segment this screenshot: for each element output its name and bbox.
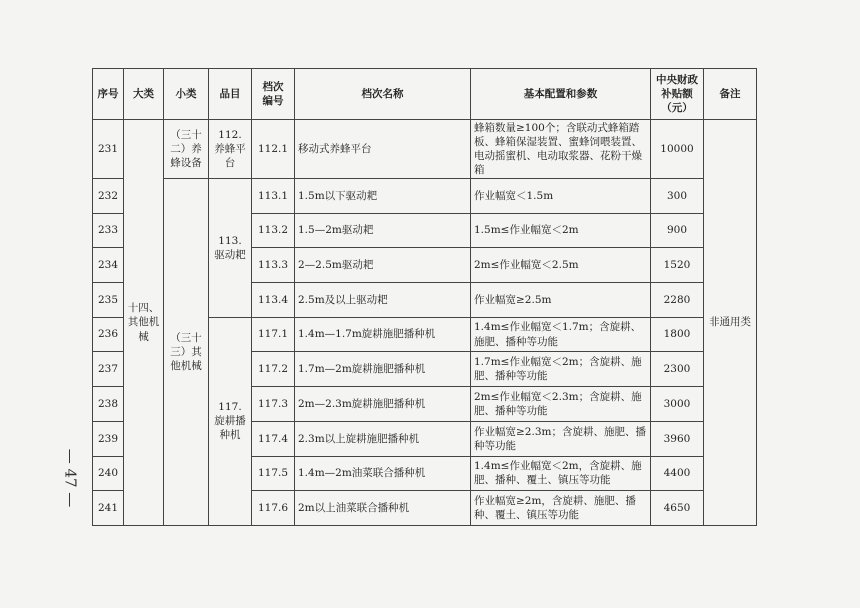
row-code: 113.1 <box>252 178 295 213</box>
major-category-cell: 十四、其他机械 <box>124 120 164 526</box>
subsidy-table <box>92 68 757 526</box>
row-config: 1.5m≤作业幅宽＜2m <box>471 213 651 248</box>
page-number: — 47 — <box>61 448 79 508</box>
row-amount: 1800 <box>651 317 704 352</box>
row-seq: 236 <box>93 317 124 352</box>
header-major-category: 大类 <box>124 69 164 120</box>
table-row <box>93 178 757 213</box>
row-seq: 240 <box>93 456 124 491</box>
item-cell: 112. 养蜂平台 <box>209 120 252 179</box>
row-name: 2m以上油菜联合播种机 <box>295 491 471 526</box>
header-remark: 备注 <box>704 69 757 120</box>
row-seq: 232 <box>93 178 124 213</box>
header-grade-code: 档次 编号 <box>252 69 295 120</box>
minor-category-cell: （三十三）其他机械 <box>164 178 209 525</box>
row-amount: 10000 <box>651 120 704 179</box>
header-config: 基本配置和参数 <box>471 69 651 120</box>
remark-cell: 非通用类 <box>704 120 757 526</box>
row-name: 1.5—2m驱动耙 <box>295 213 471 248</box>
row-config: 2m≤作业幅宽＜2.5m <box>471 248 651 283</box>
row-seq: 231 <box>93 120 124 179</box>
item-cell: 113. 驱动耙 <box>209 178 252 317</box>
table-row <box>93 120 757 179</box>
row-code: 113.2 <box>252 213 295 248</box>
row-amount: 3960 <box>651 421 704 456</box>
row-amount: 1520 <box>651 248 704 283</box>
header-row <box>93 69 757 120</box>
row-config: 1.4m≤作业幅宽＜1.7m；含旋耕、施肥、播种等功能 <box>471 317 651 352</box>
row-code: 117.2 <box>252 352 295 387</box>
row-code: 117.6 <box>252 491 295 526</box>
row-amount: 4650 <box>651 491 704 526</box>
row-name: 2—2.5m驱动耙 <box>295 248 471 283</box>
row-seq: 235 <box>93 283 124 318</box>
row-name: 1.5m以下驱动耙 <box>295 178 471 213</box>
row-name: 1.4m—2m油菜联合播种机 <box>295 456 471 491</box>
row-name: 1.4m—1.7m旋耕施肥播种机 <box>295 317 471 352</box>
row-seq: 237 <box>93 352 124 387</box>
row-name: 2.5m及以上驱动耙 <box>295 283 471 318</box>
row-seq: 233 <box>93 213 124 248</box>
row-seq: 238 <box>93 387 124 422</box>
row-code: 112.1 <box>252 120 295 179</box>
row-name: 2m—2.3m旋耕施肥播种机 <box>295 387 471 422</box>
row-config: 作业幅宽≥2m，含旋耕、施肥、播种、覆土、镇压等功能 <box>471 491 651 526</box>
row-amount: 300 <box>651 178 704 213</box>
row-seq: 234 <box>93 248 124 283</box>
row-amount: 3000 <box>651 387 704 422</box>
row-config: 作业幅宽＜1.5m <box>471 178 651 213</box>
row-code: 117.1 <box>252 317 295 352</box>
row-config: 1.4m≤作业幅宽＜2m，含旋耕、施肥、播种、覆土、镇压等功能 <box>471 456 651 491</box>
header-seq: 序号 <box>93 69 124 120</box>
row-seq: 239 <box>93 421 124 456</box>
row-code: 113.4 <box>252 283 295 318</box>
row-amount: 2280 <box>651 283 704 318</box>
row-code: 113.3 <box>252 248 295 283</box>
row-amount: 900 <box>651 213 704 248</box>
row-seq: 241 <box>93 491 124 526</box>
header-minor-category: 小类 <box>164 69 209 120</box>
row-code: 117.4 <box>252 421 295 456</box>
row-name: 移动式养蜂平台 <box>295 120 471 179</box>
item-cell: 117. 旋耕播种机 <box>209 317 252 525</box>
row-config: 作业幅宽≥2.5m <box>471 283 651 318</box>
row-code: 117.3 <box>252 387 295 422</box>
row-amount: 2300 <box>651 352 704 387</box>
header-subsidy: 中央财政 补贴额 （元） <box>651 69 704 120</box>
row-name: 2.3m以上旋耕施肥播种机 <box>295 421 471 456</box>
row-config: 蜂箱数量≥100个；含联动式蜂箱踏板、蜂箱保湿装置、蜜蜂饲喂装置、电动摇蜜机、电动取浆器、花粉干燥箱 <box>471 120 651 179</box>
minor-category-cell: （三十二）养蜂设备 <box>164 120 209 179</box>
row-amount: 4400 <box>651 456 704 491</box>
row-name: 1.7m—2m旋耕施肥播种机 <box>295 352 471 387</box>
header-grade-name: 档次名称 <box>295 69 471 120</box>
row-config: 2m≤作业幅宽＜2.3m；含旋耕、施肥、播种等功能 <box>471 387 651 422</box>
row-code: 117.5 <box>252 456 295 491</box>
header-item: 品目 <box>209 69 252 120</box>
row-config: 作业幅宽≥2.3m；含旋耕、施肥、播种等功能 <box>471 421 651 456</box>
row-config: 1.7m≤作业幅宽＜2m；含旋耕、施肥、播种等功能 <box>471 352 651 387</box>
